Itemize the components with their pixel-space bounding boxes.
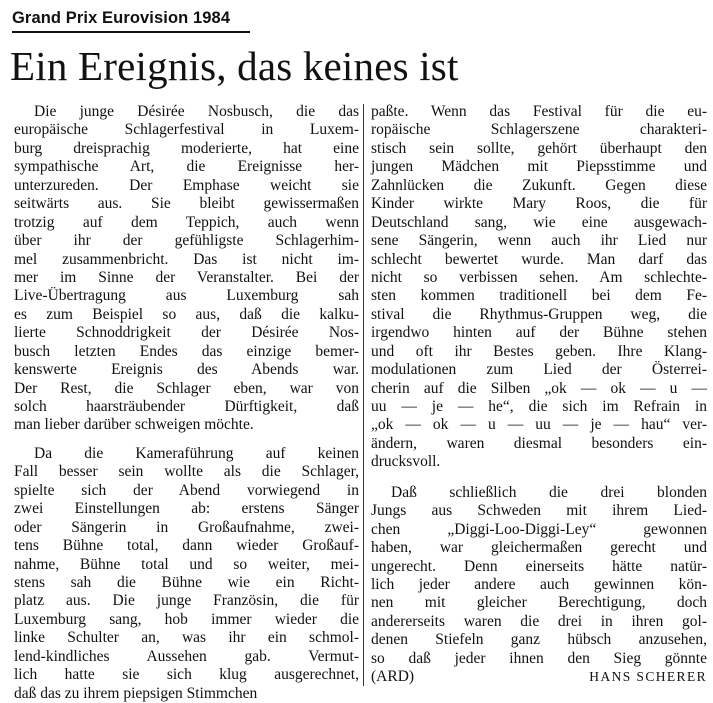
text-line: ropäische Schlagerszene charakteri- xyxy=(371,121,707,139)
text-line: Daß schließlich die drei blonden xyxy=(391,483,707,501)
text-line: nahme, Bühne total und so weiter, mei- xyxy=(14,555,359,573)
text-line: und oft ihr Bestes geben. Ihre Klang- xyxy=(371,342,707,360)
text-line: uu — je — he“, die sich im Refrain in xyxy=(371,398,707,415)
text-line: Jungs aus Schweden mit ihrem Lied- xyxy=(371,502,707,520)
text-line: Luxemburg sang, hob immer wieder die xyxy=(14,610,359,628)
paragraph-gap xyxy=(371,472,707,484)
text-line: platz aus. Die junge Französin, die für xyxy=(14,592,359,610)
text-line: busch letzten Endes das einzige bemer- xyxy=(14,342,359,360)
text-line: zwei Einstellungen ab: erstens Sänger xyxy=(14,500,359,518)
headline: Ein Ereignis, das keines ist xyxy=(10,43,459,89)
text-line: jungen Mädchen mit Piepsstimme und xyxy=(371,158,707,176)
text-line: lich hatte sie sich klug ausgerechnet, xyxy=(14,666,359,684)
text-line: ungerecht. Denn einerseits hätte natür- xyxy=(371,557,707,575)
text-line: paßte. Wenn das Festival für die eu- xyxy=(371,103,707,120)
text-line: lich jeder andere auch gewinnen kön- xyxy=(371,575,707,593)
text-line: nicht so verbissen sehen. Am schlechte- xyxy=(371,268,707,286)
text-line: kenswerte Ereignis des Abends war. xyxy=(14,361,359,379)
text-line: denen Stiefeln ganz hübsch anzusehen, xyxy=(371,631,707,649)
text-line: Deutschland sang, wie eine ausgewach- xyxy=(371,213,707,231)
kicker: Grand Prix Eurovision 1984 xyxy=(12,9,231,27)
text-line: andererseits waren die drei in ihren gol- xyxy=(371,612,707,630)
kicker-rule xyxy=(12,31,250,33)
text-line: sten kommen traditionell bei dem Fe- xyxy=(371,287,707,305)
text-line: burg dreisprachig moderierte, hat eine xyxy=(14,139,359,157)
text-line: Kinder wirkte Mary Roos, die für xyxy=(371,195,707,213)
text-line: daß das zu ihrem piepsigen Stimmchen xyxy=(14,684,258,702)
text-line: europäische Schlagerfestival in Luxem- xyxy=(14,121,359,139)
text-line: nen mit gleicher Berechtigung, doch xyxy=(371,594,707,612)
text-line: trotzig auf dem Teppich, auch wenn xyxy=(14,213,359,231)
text-line: haben, war gleichermaßen gerecht und xyxy=(371,539,707,557)
text-line: schlecht bewertet wurde. Man darf das xyxy=(371,250,707,268)
text-line: stival die Rhythmus-Gruppen weg, die xyxy=(371,305,707,323)
text-line: mer im Sinne der Veranstalter. Bei der xyxy=(14,268,359,286)
text-line: „ok — ok — u — uu — je — hau“ ver- xyxy=(371,416,707,434)
source: (ARD) xyxy=(371,668,415,686)
paragraph-gap xyxy=(14,435,359,445)
author: HANS SCHERER xyxy=(589,669,707,685)
text-line: lierte Schnoddrigkeit der Désirée Nos- xyxy=(14,324,359,342)
text-line: Fall besser sein wollte als die Schlager, xyxy=(14,463,359,481)
text-line: linke Schulter an, was ihr ein schmol- xyxy=(14,629,359,647)
text-line: drucksvoll. xyxy=(371,453,441,471)
text-line: spielte sich der Abend vorwiegend in xyxy=(14,481,359,499)
text-line: stens sah die Bühne wie ein Richt- xyxy=(14,573,359,591)
text-line: lend-kindliches Aussehen gab. Vermut- xyxy=(14,647,359,665)
text-line: solch haarsträubender Dürftigkeit, daß xyxy=(14,398,359,415)
text-line: oder Sängerin in Großaufnahme, zwei- xyxy=(14,518,359,536)
text-line: seitwärts aus. Sie bleibt gewissermaßen xyxy=(14,195,359,213)
text-line: ändern, waren diesmal besonders ein- xyxy=(371,434,707,452)
text-line: Da die Kameraführung auf keinen xyxy=(34,444,359,462)
left-column xyxy=(14,103,359,703)
text-line: modulationen zum Lied der Österrei- xyxy=(371,361,707,379)
text-line: es zum Beispiel so aus, daß die kalku- xyxy=(14,305,359,323)
text-line: Zahnlücken die Zukunft. Gegen diese xyxy=(371,176,707,194)
text-line: Live-Übertragung aus Luxemburg sah xyxy=(14,287,359,305)
text-line: irgendwo hinten auf der Bühne stehen xyxy=(371,324,707,342)
text-line: Der Rest, die Schlager eben, war von xyxy=(14,379,359,397)
text-line: tens Bühne total, dann wieder Großauf- xyxy=(14,537,359,555)
text-line: mel zusammenbricht. Das ist nicht im- xyxy=(14,250,359,268)
right-column xyxy=(371,103,707,687)
text-line: stisch sein sollte, gehört überhaupt den xyxy=(371,139,707,157)
text-line: sympathische Art, die Ereignisse her- xyxy=(14,158,359,176)
text-line: chen „Diggi-Loo-Diggi-Ley“ gewonnen xyxy=(371,520,707,538)
text-line: Die junge Désirée Nosbusch, die das xyxy=(34,103,359,120)
byline xyxy=(371,668,707,686)
text-line: cherin auf die Silben „ok — ok — u — xyxy=(371,379,707,397)
text-line: so daß jeder ihnen den Sieg gönnte xyxy=(371,649,707,667)
text-line: unterzureden. Der Emphase weicht sie xyxy=(14,176,359,194)
column-divider xyxy=(363,104,364,686)
text-line: man lieber darüber schweigen möchte. xyxy=(14,416,254,434)
text-line: sene Sängerin, wenn auch ihr Lied nur xyxy=(371,232,707,250)
text-line: über ihr der gefühligste Schlagerhim- xyxy=(14,232,359,250)
